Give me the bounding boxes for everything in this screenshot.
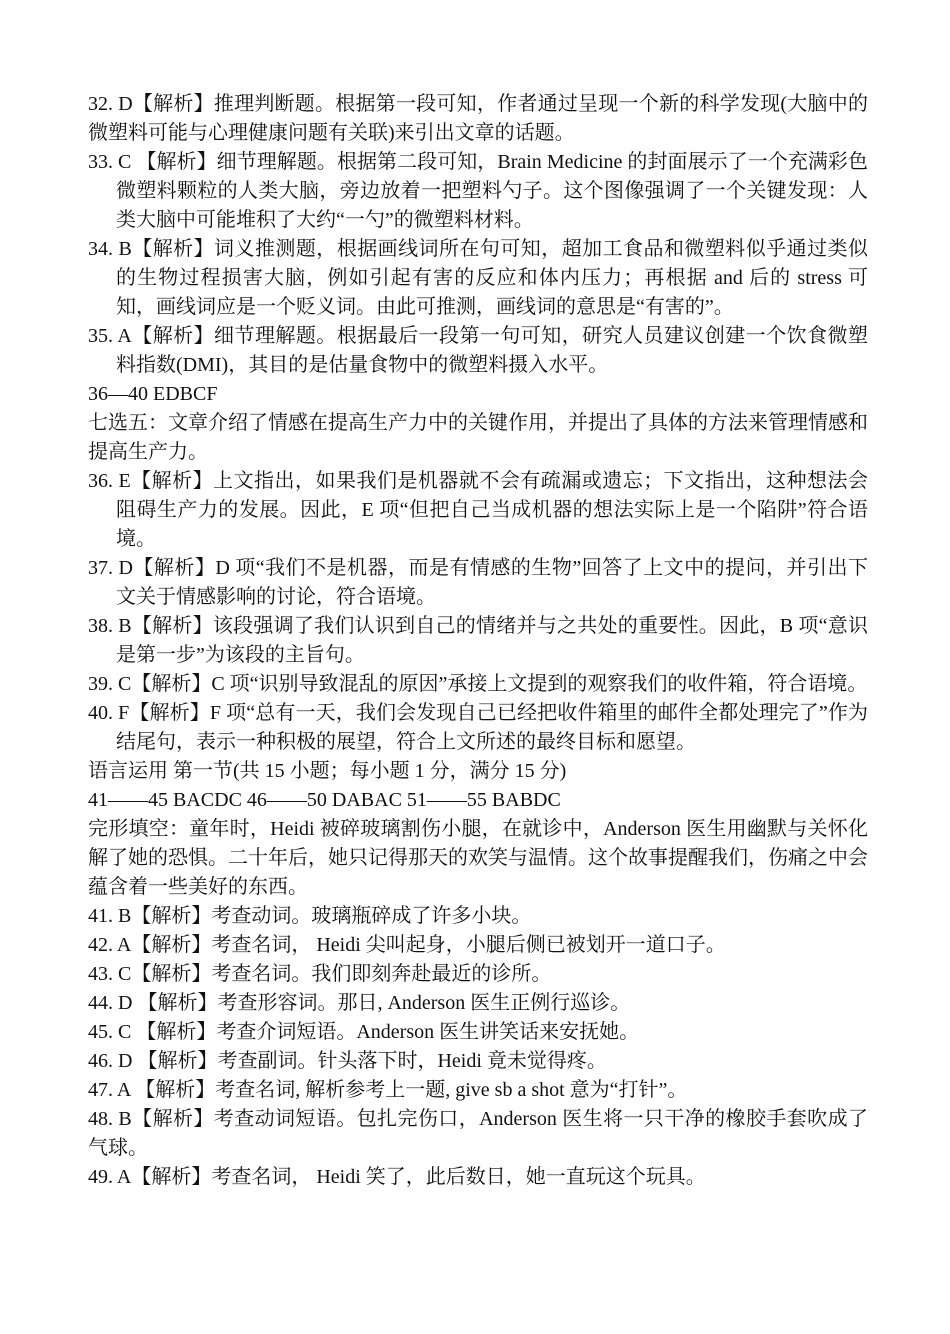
answer-key-41-55: 41——45 BACDC 46——50 DABAC 51——55 BABDC — [88, 789, 561, 811]
paragraph-q43: 43. C【解析】考查名词。我们即刻奔赴最近的诊所。 — [88, 963, 552, 985]
paragraph-q41: 41. B【解析】考查动词。玻璃瓶碎成了许多小块。 — [88, 905, 532, 927]
paragraph-q34: 34. B【解析】词义推测题，根据画线词所在句可知，超加工食品和微塑料似乎通过类似的生物过程损害大脑，例如引起有害的反应和体内压力；再根据 and 后的 stress 可知，画线词应是一个贬义词。由此可推测，画线词的意思是“有害的”。 — [88, 238, 868, 318]
answer-key-36-40: 36—40 EDBCF — [88, 383, 218, 405]
section-summary-seven-choose-five: 七选五：文章介绍了情感在提高生产力中的关键作用，并提出了具体的方法来管理情感和提高生产力。 — [88, 412, 868, 463]
paragraph-q35: 35. A【解析】细节理解题。根据最后一段第一句可知，研究人员建议创建一个饮食微塑料指数(DMI)，其目的是估量食物中的微塑料摄入水平。 — [88, 325, 868, 376]
section-summary-cloze: 完形填空：童年时，Heidi 被碎玻璃割伤小腿，在就诊中，Anderson 医生用幽默与关怀化解了她的恐惧。二十年后，她只记得那天的欢笑与温情。这个故事提醒我们，伤痛之中会蕴含着一些美好的东西。 — [88, 818, 868, 898]
paragraph-q48: 48. B【解析】考查动词短语。包扎完伤口，Anderson 医生将一只干净的橡胶手套吹成了气球。 — [88, 1108, 868, 1159]
paragraph-q46: 46. D 【解析】考查副词。针头落下时，Heidi 竟未觉得疼。 — [88, 1050, 607, 1072]
paragraph-q38: 38. B【解析】该段强调了我们认识到自己的情绪并与之共处的重要性。因此，B 项“意识是第一步”为该段的主旨句。 — [88, 615, 868, 666]
section-heading-language-use: 语言运用 第一节(共 15 小题；每小题 1 分，满分 15 分) — [88, 760, 567, 782]
paragraph-q44: 44. D 【解析】考查形容词。那日, Anderson 医生正例行巡诊。 — [88, 992, 631, 1014]
paragraph-q32: 32. D【解析】推理判断题。根据第一段可知，作者通过呈现一个新的科学发现(大脑中的微塑料可能与心理健康问题有关联)来引出文章的话题。 — [88, 93, 868, 144]
paragraph-q49: 49. A【解析】考查名词， Heidi 笑了，此后数日，她一直玩这个玩具。 — [88, 1166, 706, 1188]
paragraph-q33: 33. C 【解析】细节理解题。根据第二段可知，Brain Medicine 的封面展示了一个充满彩色微塑料颗粒的人类大脑，旁边放着一把塑料勺子。这个图像强调了一个关键发现：人类大脑中可能堆积了大约“一勺”的微塑料材料。 — [88, 151, 868, 231]
paragraph-q39: 39. C【解析】C 项“识别导致混乱的原因”承接上文提到的观察我们的收件箱，符合语境。 — [88, 673, 868, 695]
paragraph-q36: 36. E【解析】上文指出，如果我们是机器就不会有疏漏或遗忘；下文指出，这种想法会阻碍生产力的发展。因此，E 项“但把自己当成机器的想法实际上是一个陷阱”符合语境。 — [88, 470, 868, 550]
paragraph-q37: 37. D【解析】D 项“我们不是机器，而是有情感的生物”回答了上文中的提问，并引出下文关于情感影响的讨论，符合语境。 — [88, 557, 868, 608]
document-page — [88, 90, 868, 1192]
paragraph-q40: 40. F【解析】F 项“总有一天，我们会发现自己已经把收件箱里的邮件全都处理完了”作为结尾句，表示一种积极的展望，符合上文所述的最终目标和愿望。 — [88, 702, 868, 753]
paragraph-q45: 45. C 【解析】考查介词短语。Anderson 医生讲笑话来安抚她。 — [88, 1021, 640, 1043]
paragraph-q42: 42. A【解析】考查名词， Heidi 尖叫起身，小腿后侧已被划开一道口子。 — [88, 934, 726, 956]
paragraph-q47: 47. A 【解析】考查名词, 解析参考上一题, give sb a shot 意为“打针”。 — [88, 1079, 688, 1101]
